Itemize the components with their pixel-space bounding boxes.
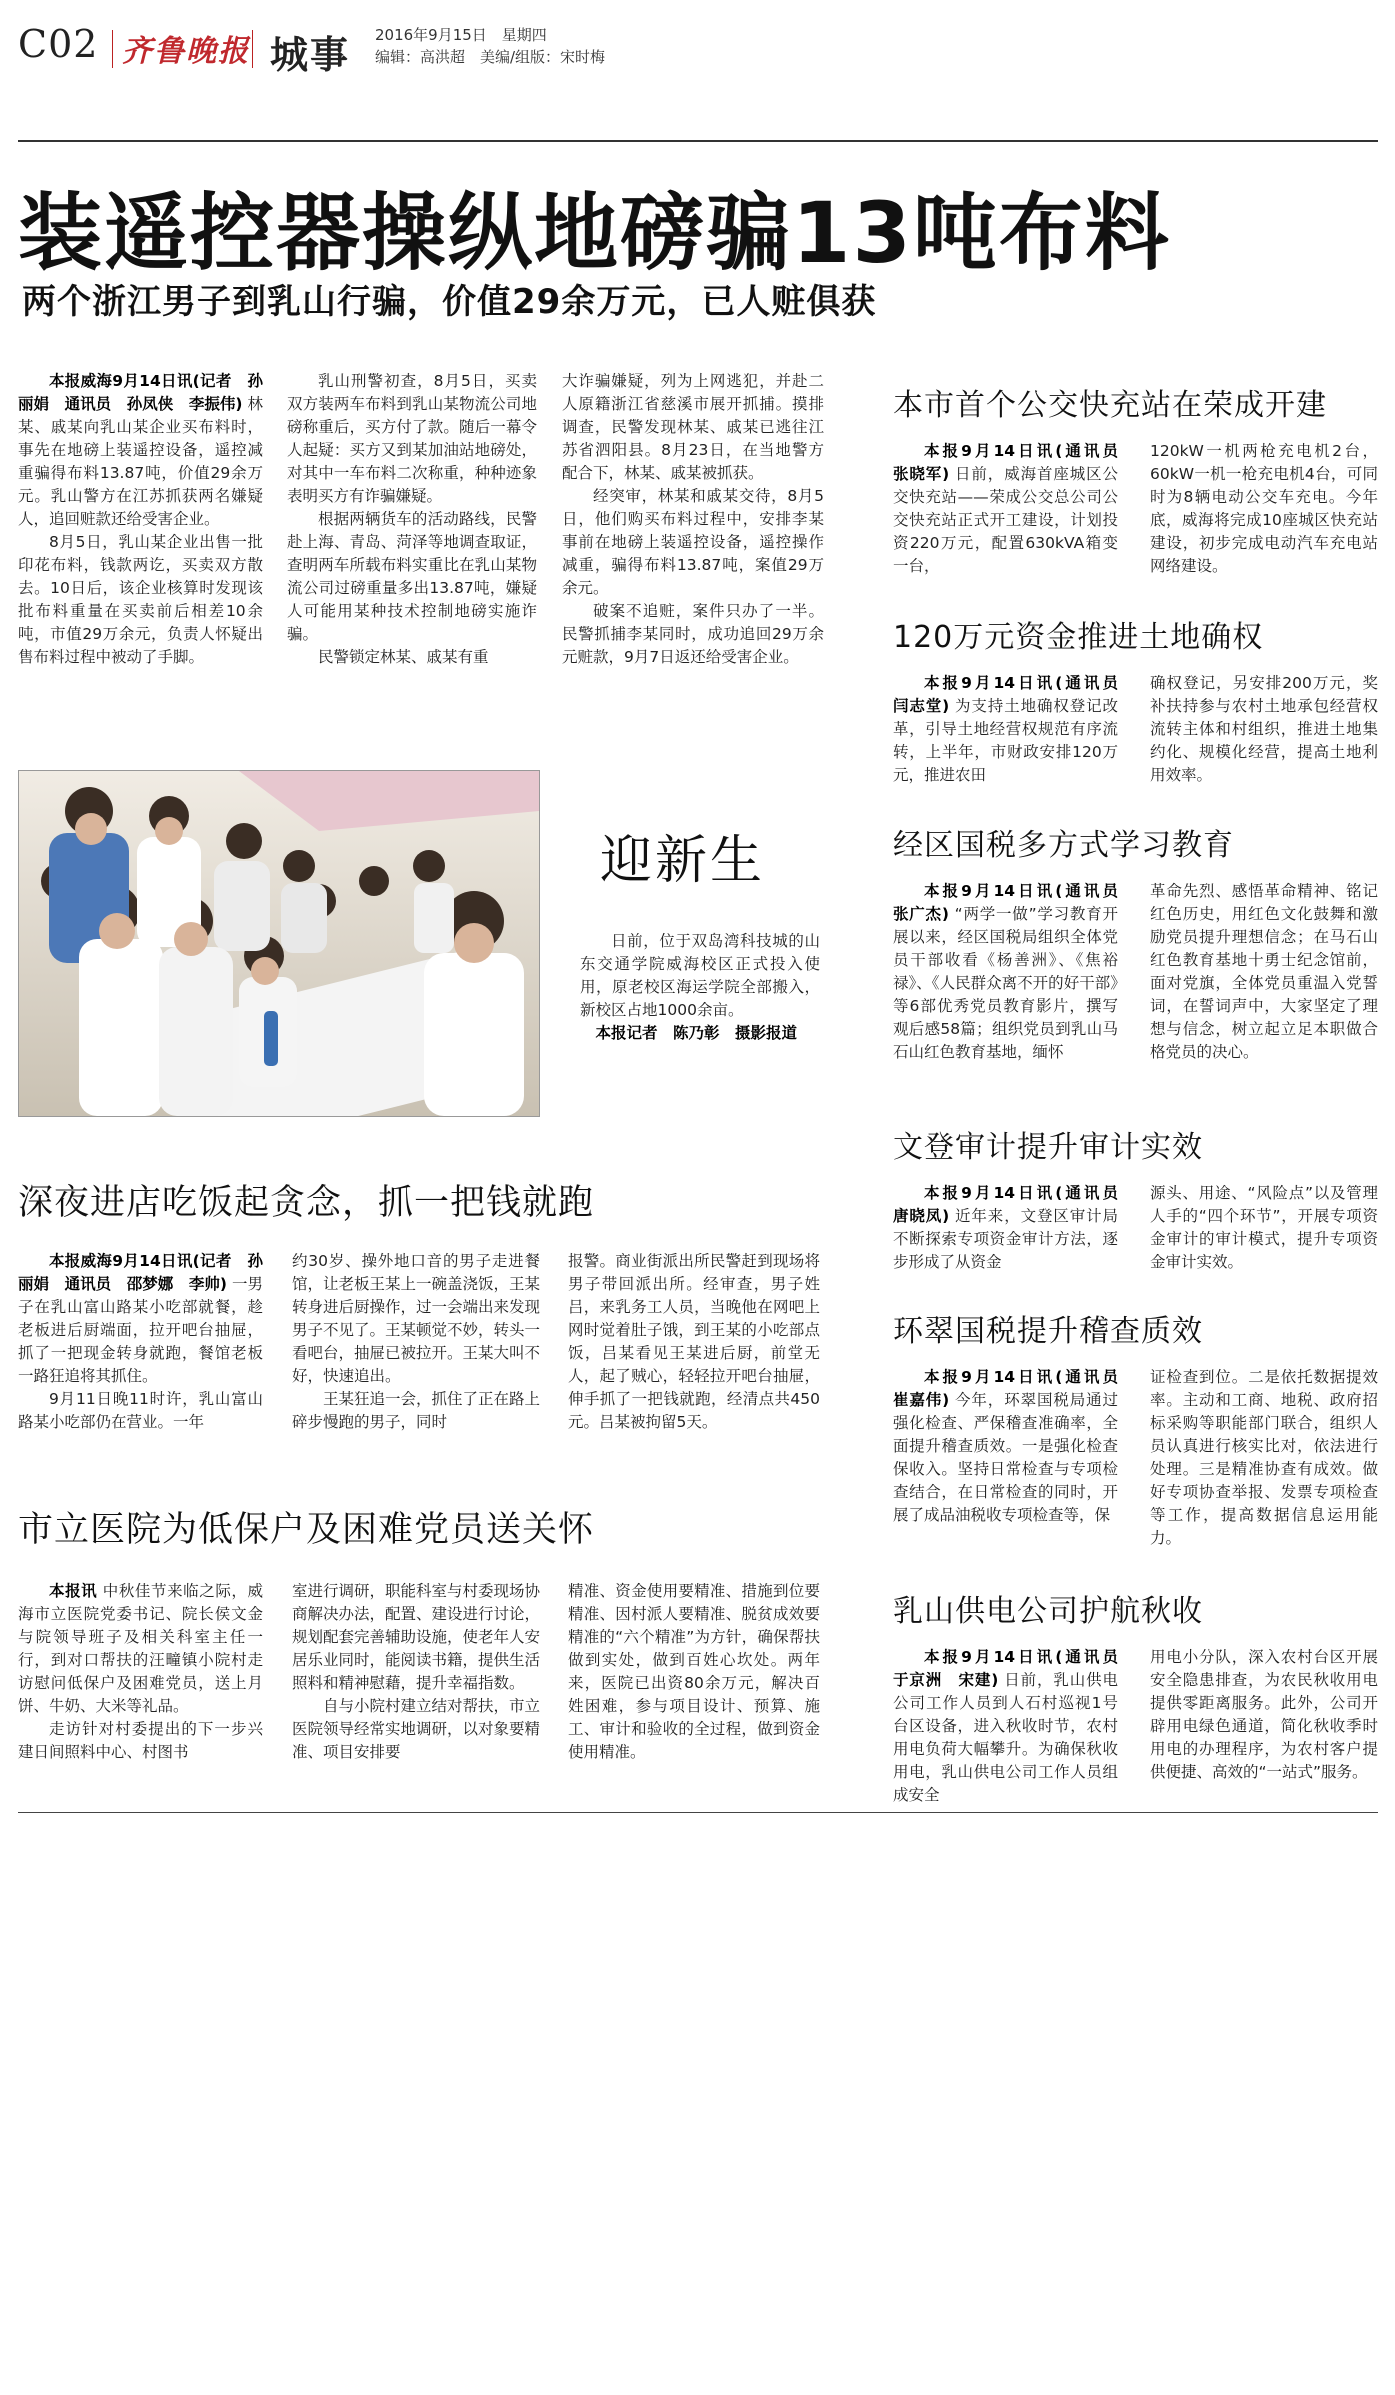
paper-logo: 齐鲁晚报 — [122, 34, 250, 69]
brief-1-left — [893, 440, 1134, 578]
news-photo — [18, 770, 540, 1117]
story2-column-3 — [568, 1250, 820, 1434]
brief-2-text: 为支持土地确权登记改革，引导土地经营权规范有序流转，上半年，市财政安排120万元，推进农田 — [893, 697, 1118, 784]
lead-paragraph: 8月5日，乳山某企业出售一批印花布料，钱款两讫，买卖双方散去。10日后，该企业核算时发现该批布料重量在买卖前后相差10余吨，市值29万余元，负责人怀疑出售布料过程中被动了手脚。 — [18, 533, 263, 666]
brief-5-text: 证检查到位。二是依托数据提效率。主动和工商、地税、政府招标采购等职能部门联合，组织人员认真进行核实比对，依法进行处理。三是精准协查有成效。做好专项协查举报、发票专项检查等工作，提高数据信息运用能力。 — [1150, 1368, 1378, 1547]
brief-3-text: 革命先烈、感悟革命精神、铭记红色历史，用红色文化鼓舞和激励党员提升理想信念；在马石山红色教育基地十勇士纪念馆前，面对党旗，全体党员重温入党誓词，在誓词声中，大家坚定了理想与信念，树立起立足本职做合格党员的决心。 — [1150, 882, 1378, 1061]
brief-5-dateline: 本报9月14日讯(通讯员 崔嘉伟) — [893, 1368, 1134, 1409]
story2-dateline: 本报威海9月14日讯(记者 孙丽娟 通讯员 邵梦娜 李帅) — [18, 1252, 263, 1293]
brief-4-dateline: 本报9月14日讯(通讯员 唐晓凤) — [893, 1184, 1134, 1225]
lead-column-1 — [18, 370, 263, 669]
brief-3-text: “两学一做”学习教育开展以来，经区国税局组织全体党员干部收看《杨善洲》、《焦裕禄》、《人民群众离不开的好干部》等6部优秀党员教育影片，撰写观后感58篇；组织党员到乳山马石山红色教育基地，缅怀 — [893, 905, 1118, 1061]
story3-paragraph: 室进行调研，职能科室与村委现场协商解决办法，配置、建设进行讨论，规划配套完善辅助设施，使老年人安居乐业同时，能阅读书籍，提供生活照料和精神慰藉，提升幸福指数。 — [292, 1582, 541, 1692]
page-number: C02 — [18, 22, 99, 66]
story2-paragraph: 王某狂追一会，抓住了正在路上碎步慢跑的男子，同时 — [292, 1390, 541, 1431]
brief-1-headline: 本市首个公交快充站在荣成开建 — [893, 388, 1327, 423]
brief-5-left — [893, 1366, 1134, 1527]
brief-3-right — [1150, 880, 1378, 1064]
photo-credit: 本报记者 陈乃彰 摄影报道 — [595, 1024, 798, 1042]
brief-1-right — [1150, 440, 1378, 578]
brief-5-headline: 环翠国税提升稽查质效 — [893, 1314, 1203, 1349]
photo-caption-title: 迎新生 — [600, 831, 766, 891]
brief-4-headline: 文登审计提升审计实效 — [893, 1130, 1203, 1165]
brief-6-dateline: 本报9月14日讯(通讯员 于京洲 宋建) — [893, 1648, 1134, 1689]
lead-dateline: 本报威海9月14日讯(记者 孙丽娟 通讯员 孙凤侠 李振伟) — [18, 372, 263, 413]
brief-2-headline: 120万元资金推进土地确权 — [893, 620, 1264, 655]
story2-column-2 — [292, 1250, 540, 1434]
story2-paragraph: 约30岁、操外地口音的男子走进餐馆，让老板王某上一碗盖浇饭，王某转身进后厨操作，过一会端出来发现男子不见了。王某顿觉不妙，转头一看吧台，抽屉已被拉开。王某大叫不好，快速追出。 — [292, 1252, 541, 1385]
brief-6-text: 日前，乳山供电公司工作人员到人石村巡视1号台区设备，进入秋收时节，农村用电负荷大幅攀升。为确保秋收用电，乳山供电公司工作人员组成安全 — [893, 1671, 1118, 1804]
story2-paragraph: 报警。商业街派出所民警赶到现场将男子带回派出所。经审查，男子姓吕，来乳务工人员，当晚他在网吧上网时觉着肚子饿，到王某的小吃部点饭，吕某看见王某进后厨，前堂无人，起了贼心，轻轻拉开吧台抽屉，伸手抓了一把钱就跑，经清点共450元。吕某被拘留5天。 — [568, 1252, 820, 1431]
story2-paragraph: 一男子在乳山富山路某小吃部就餐，趁老板进后厨端面，拉开吧台抽屉，抓了一把现金转身就跑，餐馆老板一路狂追将其抓住。 — [18, 1275, 263, 1385]
section-name: 城事 — [270, 33, 351, 77]
masthead-divider — [112, 30, 113, 68]
story3-paragraph: 精准、资金使用要精准、措施到位要精准、因村派人要精准、脱贫成效要精准的“六个精准”为方针，确保帮扶做到实处，做到百姓心坎处。两年来，医院已出资80余万元，解决百姓困难，参与项目设计、预算、施工、审计和验收的全过程，做到资金使用精准。 — [568, 1582, 820, 1761]
brief-6-text: 用电小分队，深入农村台区开展安全隐患排查，为农民秋收用电提供零距离服务。此外，公司开辟用电绿色通道，简化秋收季时用电的办理程序，为农村客户提供便捷、高效的“一站式”服务。 — [1150, 1648, 1378, 1781]
students-registration-photo — [19, 771, 539, 1116]
brief-6-left — [893, 1646, 1134, 1807]
brief-5-right — [1150, 1366, 1378, 1550]
page-bottom-rule — [18, 1812, 1378, 1813]
story3-dateline: 本报讯 — [49, 1582, 98, 1600]
story2-paragraph: 9月11日晚11时许，乳山富山路某小吃部仍在营业。一年 — [18, 1390, 263, 1431]
brief-2-text: 确权登记，另安排200万元，奖补扶持参与农村土地承包经营权流转主体和村组织，推进土地集约化、规模化经营，提高土地利用效率。 — [1150, 674, 1378, 784]
story3-column-2 — [292, 1580, 540, 1764]
brief-4-text: 源头、用途、“风险点”以及管理人手的“四个环节”，开展专项资金审计的审计模式，提升专项资金审计实效。 — [1150, 1184, 1378, 1271]
story3-column-3 — [568, 1580, 820, 1764]
issue-date: 2016年9月15日 星期四 — [375, 26, 547, 44]
lead-paragraph: 乳山刑警初查，8月5日，买卖双方装两车布料到乳山某物流公司地磅称重后，买方付了款。随后一幕令人起疑：买方又到某加油站地磅处，对其中一车布料二次称重，种种迹象表明买方有诈骗嫌疑。 — [287, 372, 537, 505]
brief-2-dateline: 本报9月14日讯(通讯员 闫志堂) — [893, 674, 1134, 715]
lead-paragraph: 破案不追赃，案件只办了一半。民警抓捕李某同时，成功追回29万余元赃款，9月7日返还给受害企业。 — [562, 602, 824, 666]
brief-4-right — [1150, 1182, 1378, 1274]
brief-1-text: 日前，威海首座城区公交快充站——荣成公交总公司公交快充站正式开工建设，计划投资220万元，配置630kVA箱变一台， — [893, 465, 1118, 575]
editor-credits: 编辑：高洪超 美编/组版：宋时梅 — [375, 48, 606, 66]
story2-headline: 深夜进店吃饭起贪念，抓一把钱就跑 — [18, 1183, 595, 1223]
story3-column-1 — [18, 1580, 263, 1764]
story2-column-1 — [18, 1250, 263, 1434]
lead-subhead: 两个浙江男子到乳山行骗，价值29余万元，已人赃俱获 — [22, 282, 877, 322]
brief-4-left — [893, 1182, 1134, 1274]
brief-2-left — [893, 672, 1134, 787]
brief-1-text: 120kW一机两枪充电机2台，60kW一机一枪充电机4台，可同时为8辆电动公交车充电。今年底，威海将完成10座城区快充站建设，初步完成电动汽车充电站网络建设。 — [1150, 442, 1378, 575]
story3-paragraph: 中秋佳节来临之际，威海市立医院党委书记、院长侯文金与院领导班子及相关科室主任一行，到对口帮扶的汪疃镇小院村走访慰问低保户及困难党员，送上月饼、牛奶、大米等礼品。 — [18, 1582, 263, 1715]
brief-2-right — [1150, 672, 1378, 787]
masthead-rule — [18, 140, 1378, 142]
lead-column-3 — [562, 370, 824, 669]
brief-3-left — [893, 880, 1134, 1064]
lead-headline: 装遥控器操纵地磅骗13吨布料 — [18, 184, 1171, 282]
brief-5-text: 今年，环翠国税局通过强化检查、严保稽查准确率，全面提升稽查质效。一是强化检查保收入。坚持日常检查与专项检查结合，在日常检查的同时，开展了成品油税收专项检查等，保 — [893, 1391, 1118, 1524]
brief-4-text: 近年来，文登区审计局不断探索专项资金审计方法，逐步形成了从资金 — [893, 1207, 1118, 1271]
brief-1-dateline: 本报9月14日讯(通讯员 张晓军) — [893, 442, 1134, 483]
lead-paragraph: 大诈骗嫌疑，列为上网逃犯，并赴二人原籍浙江省慈溪市展开抓捕。摸排调查，民警发现林某、戚某已逃往江苏省泗阳县。8月23日，在当地警方配合下，林某、戚某被抓获。 — [562, 372, 824, 482]
story3-paragraph: 走访针对村委提出的下一步兴建日间照料中心、村图书 — [18, 1720, 263, 1761]
story3-paragraph: 自与小院村建立结对帮扶，市立医院领导经常实地调研，以对象要精准、项目安排要 — [292, 1697, 541, 1761]
lead-paragraph: 民警锁定林某、戚某有重 — [318, 648, 489, 666]
masthead-divider — [252, 30, 253, 68]
lead-column-2 — [287, 370, 537, 669]
brief-3-headline: 经区国税多方式学习教育 — [893, 828, 1234, 863]
story3-headline: 市立医院为低保户及困难党员送关怀 — [18, 1510, 595, 1550]
lead-paragraph: 经突审，林某和戚某交待，8月5日，他们购买布料过程中，安排李某事前在地磅上装遥控设备，遥控操作减重，骗得布料13.87吨，案值29万余元。 — [562, 487, 824, 597]
brief-3-dateline: 本报9月14日讯(通讯员 张广杰) — [893, 882, 1134, 923]
lead-paragraph: 林某、戚某向乳山某企业买布料时，事先在地磅上装遥控设备，遥控减重骗得布料13.87吨，价值29余万元。乳山警方在江苏抓获两名嫌疑人，追回赃款还给受害企业。 — [18, 395, 263, 528]
brief-6-headline: 乳山供电公司护航秋收 — [893, 1594, 1203, 1629]
brief-6-right — [1150, 1646, 1378, 1784]
photo-caption — [580, 930, 820, 1045]
lead-paragraph: 根据两辆货车的活动路线，民警赴上海、青岛、菏泽等地调查取证，查明两车所载布料实重比在乳山某物流公司过磅重量多出13.87吨，嫌疑人可能用某种技术控制地磅实施诈骗。 — [287, 510, 537, 643]
photo-caption-text: 日前，位于双岛湾科技城的山东交通学院威海校区正式投入使用，原老校区海运学院全部搬入，新校区占地1000余亩。 — [580, 932, 820, 1019]
